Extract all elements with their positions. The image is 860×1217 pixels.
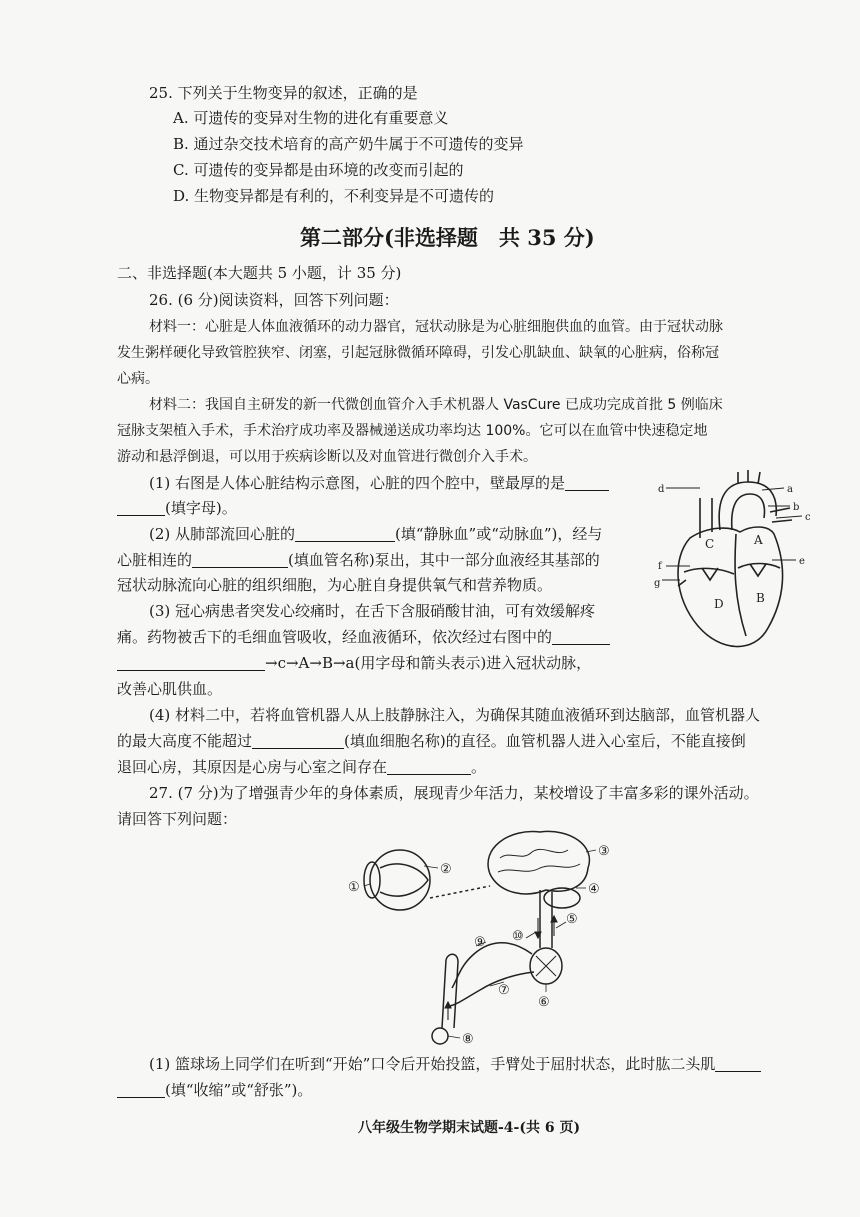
material2-line2: 冠脉支架植入手术，手术治疗成功率及器械递送成功率均达 100%。它可以在血管中快速稳定地 xyxy=(117,423,708,439)
nerve-label-2: ② xyxy=(440,862,452,877)
q26-sub1 xyxy=(149,472,609,494)
nerve-label-4: ④ xyxy=(588,882,600,897)
q26-sub4-hint: (填血细胞名称)的直径。血管机器人进入心室后，不能直接倒 xyxy=(344,732,746,750)
nerve-label-7: ⑦ xyxy=(498,983,510,998)
heart-label-d: d xyxy=(658,484,665,495)
answer-blank[interactable] xyxy=(565,475,609,491)
answer-blank[interactable] xyxy=(117,655,265,671)
heart-label-b: b xyxy=(793,502,800,513)
heart-label-f: f xyxy=(658,561,662,572)
heart-label-C: C xyxy=(705,537,715,551)
section-heading: 二、非选择题(本大题共 5 小题，计 35 分) xyxy=(117,264,402,282)
q26-sub2-line2 xyxy=(117,549,600,571)
heart-label-g: g xyxy=(654,578,661,589)
nerve-label-8: ⑧ xyxy=(462,1032,474,1047)
q25-option-a: A. 可遗传的变异对生物的进化有重要意义 xyxy=(173,109,449,127)
part2-title: 第二部分(非选择题 共 35 分) xyxy=(300,225,595,250)
material1-line2: 发生粥样硬化导致管腔狭窄、闭塞，引起冠脉微循环障碍，引发心肌缺血、缺氧的心脏病，俗称冠 xyxy=(117,345,719,361)
q26-sub4-text: 的最大高度不能超过 xyxy=(117,732,253,750)
q26-stem: 26. (6 分)阅读资料，回答下列问题： xyxy=(149,291,399,309)
nerve-label-5: ⑤ xyxy=(566,912,578,927)
answer-blank[interactable] xyxy=(387,759,471,775)
q26-sub4-line2 xyxy=(117,730,746,752)
q27-sub1-hint: (填“收缩”或“舒张”)。 xyxy=(165,1081,313,1099)
nerve-label-6: ⑥ xyxy=(538,995,550,1010)
q25-option-b: B. 通过杂交技术培育的高产奶牛属于不可遗传的变异 xyxy=(173,135,524,153)
answer-blank[interactable] xyxy=(295,526,395,542)
material2-line1: 材料二：我国自主研发的新一代微创血管介入手术机器人 VasCure 已成功完成首批 5 例临床 xyxy=(149,397,723,413)
heart-label-e: e xyxy=(799,556,805,567)
q26-sub3-line2 xyxy=(117,626,610,648)
page-footer: 八年级生物学期末试题-4-(共 6 页) xyxy=(358,1120,581,1136)
answer-blank[interactable] xyxy=(117,500,165,516)
heart-label-D: D xyxy=(714,597,724,611)
q25-option-c: C. 可遗传的变异都是由环境的改变而引起的 xyxy=(173,161,464,179)
q27-stem-line2: 请回答下列问题： xyxy=(117,810,238,828)
q26-sub2-line3: 冠状动脉流向心脏的组织细胞，为心脏自身提供氧气和营养物质。 xyxy=(117,576,553,594)
heart-label-A: A xyxy=(754,533,763,547)
heart-diagram xyxy=(650,468,820,658)
nerve-label-1: ① xyxy=(348,880,360,895)
q26-sub3-line1: (3) 冠心病患者突发心绞痛时，在舌下含服硝酸甘油，可有效缓解疼 xyxy=(149,602,596,620)
q26-sub4-line1: (4) 材料二中，若将血管机器人从上肢静脉注入，为确保其随血液循环到达脑部，血管机器人 xyxy=(149,706,761,724)
nerve-label-3: ③ xyxy=(598,844,610,859)
q26-sub2-text: (2) 从肺部流回心脏的 xyxy=(149,525,296,543)
q26-sub1-tail: (填字母)。 xyxy=(165,499,237,517)
heart-label-a: a xyxy=(787,484,793,495)
q26-sub3-line3 xyxy=(117,652,591,674)
q26-sub2-line1 xyxy=(149,523,602,545)
q26-sub3-line4: 改善心肌供血。 xyxy=(117,680,223,698)
q27-sub1-line1 xyxy=(149,1053,761,1075)
q26-sub1-cont xyxy=(117,497,237,519)
reflex-diagram xyxy=(340,828,620,1048)
q26-sub2-hint: (填“静脉血”或“动脉血”)，经与 xyxy=(395,525,603,543)
q26-sub2-hint2: (填血管名称)泵出，其中一部分血液经其基部的 xyxy=(288,551,600,569)
q26-sub1-text: (1) 右图是人体心脏结构示意图，心脏的四个腔中，壁最厚的是 xyxy=(149,474,566,492)
q27-sub1-line2 xyxy=(117,1079,312,1101)
q26-sub2-text2: 心脏相连的 xyxy=(117,551,193,569)
q27-stem-line1: 27. (7 分)为了增强青少年的身体素质，展现青少年活力，某校增设了丰富多彩的课外活动。 xyxy=(149,784,759,802)
q26-sub3-text: 痛。药物被舌下的毛细血管吸收，经血液循环，依次经过右图中的 xyxy=(117,628,553,646)
answer-blank[interactable] xyxy=(192,552,288,568)
q26-sub4-line3 xyxy=(117,756,486,778)
q26-sub4-text2: 退回心房，其原因是心房与心室之间存在 xyxy=(117,758,388,776)
heart-label-B: B xyxy=(756,591,765,605)
q26-sub3-tail: →c→A→B→a(用字母和箭头表示)进入冠状动脉， xyxy=(265,654,592,672)
brain-drawing xyxy=(488,831,589,893)
q25-stem: 25. 下列关于生物变异的叙述，正确的是 xyxy=(149,84,418,102)
eye-drawing xyxy=(370,850,430,910)
q25-option-d: D. 生物变异都是有利的，不利变异是不可遗传的 xyxy=(173,187,495,205)
material2-line3: 游动和悬浮倒退，可以用于疾病诊断以及对血管进行微创介入手术。 xyxy=(117,449,537,465)
answer-blank[interactable] xyxy=(552,629,610,645)
nerve-label-10: ⑩ xyxy=(512,929,524,944)
nerve-label-9: ⑨ xyxy=(474,935,486,950)
q26-sub4-end: 。 xyxy=(471,758,487,776)
heart-outline xyxy=(678,527,783,647)
answer-blank[interactable] xyxy=(117,1082,165,1098)
material1-line3: 心病。 xyxy=(117,371,159,387)
answer-blank[interactable] xyxy=(715,1056,761,1072)
material1-line1: 材料一：心脏是人体血液循环的动力器官，冠状动脉是为心脏细胞供血的血管。由于冠状动脉 xyxy=(149,319,723,335)
answer-blank[interactable] xyxy=(252,733,344,749)
q27-sub1-text: (1) 篮球场上同学们在听到“开始”口令后开始投篮，手臂处于屈肘状态，此时肱二头肌 xyxy=(149,1055,716,1073)
heart-label-c: c xyxy=(805,512,811,523)
